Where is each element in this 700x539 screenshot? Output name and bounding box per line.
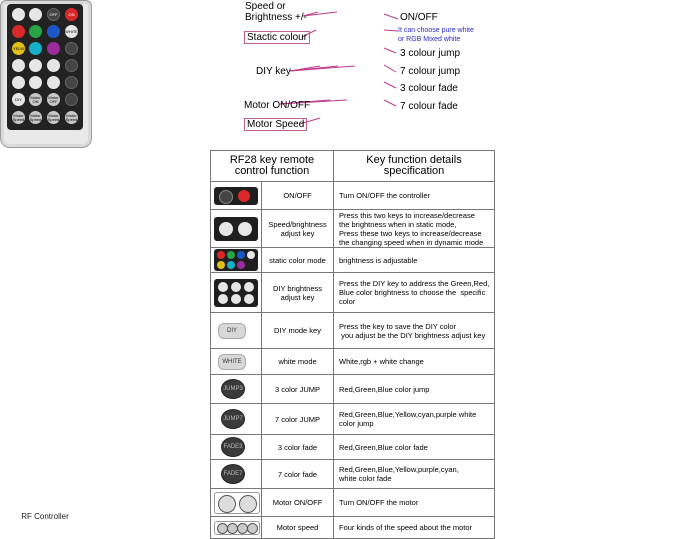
onoff-icon bbox=[211, 182, 262, 210]
white-key: WHITE bbox=[65, 25, 78, 38]
row-detail: Press the DIY key to address the Green,Red, Blue color brightness to choose the specific color bbox=[334, 273, 495, 313]
row-detail: Four kinds of the speed about the motor bbox=[334, 517, 495, 539]
table-row bbox=[211, 210, 495, 248]
fade7-annotation: 7 colour fade bbox=[400, 101, 458, 112]
motor-speed-4-key: Motor Speed bbox=[65, 111, 78, 124]
fade3-icon: FADE3 bbox=[211, 435, 262, 460]
table-row bbox=[211, 313, 495, 349]
speed-brightness-icon bbox=[211, 210, 262, 248]
table-row bbox=[211, 404, 495, 435]
row-name: 7 color fade bbox=[262, 460, 334, 489]
diy-brightness-icon bbox=[211, 273, 262, 313]
row-name: white mode bbox=[262, 349, 334, 375]
row-detail: Press this two keys to increase/decrease the brightness when in static mode, Press these two keys to increase/decrease the changing speed when in dynamic mode bbox=[334, 210, 495, 248]
table-row bbox=[211, 460, 495, 489]
motor-speed-1-key: Motor Speed bbox=[12, 111, 25, 124]
row-name: 7 color JUMP bbox=[262, 404, 334, 435]
white-icon: WHITE bbox=[211, 349, 262, 375]
row-name: 3 color fade bbox=[262, 435, 334, 460]
row-detail: Red,Green,Blue,Yellow,cyan,purple white color jump bbox=[334, 404, 495, 435]
motor-speed-annotation: Motor Speed bbox=[244, 118, 307, 131]
annotation-leader-lines bbox=[0, 0, 700, 150]
row-name: 3 color JUMP bbox=[262, 375, 334, 404]
jump7-icon: JUMP7 bbox=[211, 404, 262, 435]
motor-onoff-annotation: Motor ON/OFF bbox=[244, 100, 311, 111]
jump3-annotation: 3 colour jump bbox=[400, 48, 461, 59]
off-key: OFF bbox=[47, 8, 60, 21]
header-key-function: RF28 key remote control function bbox=[211, 151, 334, 182]
yellow-key: YELW bbox=[12, 42, 25, 55]
table-row bbox=[211, 375, 495, 404]
motor-speed-3-key: Motor Speed bbox=[47, 111, 60, 124]
row-detail: Red,Green,Blue,Yellow,purple,cyan, white color fade bbox=[334, 460, 495, 489]
motor-on-key: Motor ON bbox=[29, 93, 42, 106]
remote-label: RF Controller bbox=[21, 512, 69, 521]
row-detail: Press the key to save the DIY color you adjust be the DIY brightness adjust key bbox=[334, 313, 495, 349]
row-detail: Turn ON/OFF the controller bbox=[334, 182, 495, 210]
jump7-annotation: 7 colour jump bbox=[400, 66, 461, 77]
diy-key-annotation: DIY key bbox=[256, 66, 291, 77]
header-details: Key function details specification bbox=[334, 151, 495, 182]
onoff-annotation: ON/OFF bbox=[400, 12, 438, 23]
diy-key: DIY bbox=[12, 93, 25, 106]
row-detail: White,rgb + white change bbox=[334, 349, 495, 375]
row-name: static color mode bbox=[262, 248, 334, 273]
motor-speed-2-key: Motor Speed bbox=[29, 111, 42, 124]
row-detail: brightness is adjustable bbox=[334, 248, 495, 273]
table-row bbox=[211, 435, 495, 460]
table-header-row bbox=[211, 151, 495, 182]
speed-brightness-annotation: Speed or Brightness +/- bbox=[245, 1, 307, 23]
motor-onoff-icon bbox=[211, 489, 262, 517]
table-row bbox=[211, 489, 495, 517]
fade7-icon: FADE7 bbox=[211, 460, 262, 489]
row-detail: Turn ON/OFF the motor bbox=[334, 489, 495, 517]
table-row bbox=[211, 349, 495, 375]
static-colour-annotation: Stactic colour bbox=[244, 31, 310, 44]
row-name: Motor speed bbox=[262, 517, 334, 539]
key-function-table bbox=[210, 150, 495, 539]
static-color-icon bbox=[211, 248, 262, 273]
row-name: DIY mode key bbox=[262, 313, 334, 349]
row-name: Motor ON/OFF bbox=[262, 489, 334, 517]
table-row bbox=[211, 517, 495, 539]
row-detail: Red,Green,Blue color fade bbox=[334, 435, 495, 460]
jump3-icon: JUMP3 bbox=[211, 375, 262, 404]
row-name: ON/OFF bbox=[262, 182, 334, 210]
fade3-annotation: 3 colour fade bbox=[400, 83, 458, 94]
pure-white-note: It can choose pure white or RGB Mixed white bbox=[398, 27, 474, 43]
table-row bbox=[211, 248, 495, 273]
diy-icon: DIY bbox=[211, 313, 262, 349]
row-name: DIY brightness adjust key bbox=[262, 273, 334, 313]
motor-speed-icon bbox=[211, 517, 262, 539]
on-key: ON bbox=[65, 8, 78, 21]
motor-off-key: Motor OFF bbox=[47, 93, 60, 106]
table-row bbox=[211, 182, 495, 210]
row-name: Speed/brightness adjust key bbox=[262, 210, 334, 248]
table-row bbox=[211, 273, 495, 313]
row-detail: Red,Green,Blue color jump bbox=[334, 375, 495, 404]
